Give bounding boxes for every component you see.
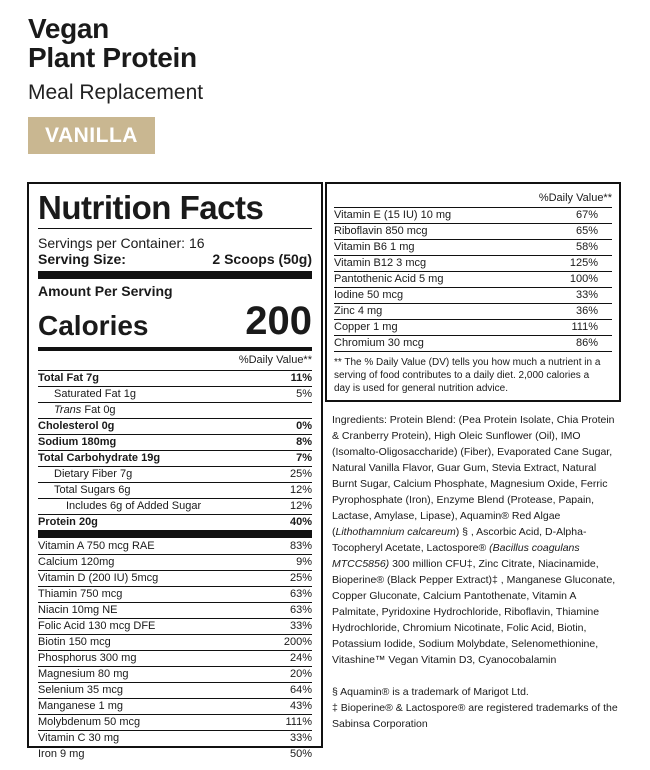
- vitamin-row: [38, 570, 312, 586]
- vitamin-row: [38, 554, 312, 570]
- nutrient-dv: 43%: [289, 700, 312, 712]
- vitamin-row: [38, 650, 312, 666]
- product-name-line1: Vegan: [28, 13, 109, 44]
- nutrient-row: Cholesterol 0g 0%: [38, 420, 312, 432]
- nutrient-dv: 65%: [575, 225, 598, 237]
- nutrient-name: Niacin 10mg NE: [38, 604, 118, 616]
- nutrition-facts-title: Nutrition Facts: [38, 189, 264, 226]
- nutrient-name: Iodine 50 mcg: [334, 289, 404, 301]
- nutrient-row: [334, 256, 612, 272]
- nutrient-row: Saturated Fat 1g 5%: [38, 386, 312, 402]
- nutrient-dv: 33%: [289, 732, 312, 744]
- nutrient-name: Pantothenic Acid 5 mg: [334, 273, 444, 285]
- nutrient-row: Sodium 180mg 8%: [38, 436, 312, 448]
- nutrient-dv: 50%: [289, 748, 312, 760]
- servings-per-container: Servings per Container: 16: [38, 235, 205, 251]
- calories-label: Calories: [38, 310, 149, 341]
- product-name-line2: Plant Protein: [28, 42, 197, 73]
- nutrient-row: [334, 304, 612, 320]
- flavor-badge: VANILLA: [28, 117, 155, 154]
- nutrient-name: Thiamin 750 mcg: [38, 588, 123, 600]
- nutrient-dv: 63%: [289, 588, 312, 600]
- nutrient-row: [334, 208, 612, 224]
- nutrient-row: [334, 336, 612, 352]
- nutrient-dv: 9%: [296, 556, 312, 568]
- calories-row: [38, 299, 312, 343]
- nutrient-row: [334, 272, 612, 288]
- nutrient-name: Copper 1 mg: [334, 321, 398, 333]
- nutrient-name: Magnesium 80 mg: [38, 668, 129, 680]
- nutrient-row: Total Fat 7g 11%: [38, 372, 312, 384]
- nutrient-name: Vitamin B12 3 mcg: [334, 257, 427, 269]
- nutrient-name: Vitamin D (200 IU) 5mcg: [38, 572, 159, 584]
- nutrient-name: Zinc 4 mg: [334, 305, 383, 317]
- nutrient-name: Iron 9 mg: [38, 748, 85, 760]
- nutrient-name: Vitamin A 750 mcg RAE: [38, 539, 155, 552]
- vitamin-row: [38, 586, 312, 602]
- daily-value-header: %Daily Value**: [238, 354, 312, 366]
- nutrient-name: Phosphorus 300 mg: [38, 652, 137, 664]
- vitamin-row: [38, 698, 312, 714]
- product-subtitle: Meal Replacement: [28, 81, 204, 104]
- vitamin-list: [38, 538, 312, 762]
- nutrition-facts-panel: [27, 182, 323, 760]
- nutrient-row: Total Carbohydrate 19g 7%: [38, 452, 312, 464]
- nutrient-row: [334, 224, 612, 240]
- daily-value-header: %Daily Value**: [334, 184, 612, 208]
- vitamin-row: [38, 666, 312, 682]
- nutrient-row: Trans Fat 0g: [38, 402, 312, 418]
- daily-value-footnote: ** The % Daily Value (DV) tells you how much a nutrient in a serving of food contributes to a daily diet. 2,000 calories a day is used for general nutrition advice.: [334, 357, 601, 394]
- nutrient-dv: 33%: [575, 289, 598, 301]
- nutrient-name: Riboflavin 850 mcg: [334, 225, 428, 237]
- vitamin-row: [38, 682, 312, 698]
- nutrient-row: Protein 20g 40%: [38, 516, 312, 528]
- vitamin-row: [38, 538, 312, 554]
- amount-per-serving: Amount Per Serving: [38, 283, 173, 299]
- nutrient-name: Chromium 30 mcg: [334, 337, 424, 349]
- nutrient-row: [334, 240, 612, 256]
- nutrient-row: [334, 320, 612, 336]
- nutrient-row: Total Sugars 6g 12%: [38, 482, 312, 498]
- nutrient-dv: 58%: [575, 241, 598, 253]
- additional-nutrients-panel: [325, 182, 621, 402]
- nutrient-name: Manganese 1 mg: [38, 700, 123, 712]
- nutrient-dv: 83%: [289, 539, 312, 552]
- nutrient-dv: 111%: [285, 716, 312, 728]
- trademark-note: ‡ Bioperine® & Lactospore® are registered trademarks of the Sabinsa Corporation: [332, 702, 618, 730]
- vitamin-row: [38, 634, 312, 650]
- nutrient-dv: 20%: [289, 668, 312, 680]
- nutrient-name: Vitamin C 30 mg: [38, 732, 120, 744]
- nutrient-dv: 111%: [571, 321, 598, 333]
- nutrient-dv: 200%: [283, 636, 312, 648]
- nutrient-dv: 64%: [289, 684, 312, 696]
- vitamin-row: [38, 746, 312, 762]
- nutrient-dv: 125%: [569, 257, 598, 269]
- nutrient-name: Vitamin E (15 IU) 10 mg: [334, 209, 452, 221]
- nutrient-dv: 36%: [575, 305, 598, 317]
- additional-nutrients-list: [334, 208, 612, 352]
- nutrient-dv: 25%: [289, 572, 312, 584]
- vitamin-row: [38, 714, 312, 730]
- serving-size: [38, 251, 312, 271]
- nutrient-row: Includes 6g of Added Sugar 12%: [38, 498, 312, 514]
- aquamin-note: § Aquamin® is a trademark of Marigot Ltd.: [332, 686, 529, 698]
- nutrient-name: Selenium 35 mcg: [38, 684, 123, 696]
- serving-size-label: Serving Size:: [38, 251, 126, 267]
- nutrient-name: Biotin 150 mcg: [38, 636, 111, 648]
- nutrient-name: Vitamin B6 1 mg: [334, 241, 415, 253]
- vitamin-row: [38, 618, 312, 634]
- nutrient-name: Molybdenum 50 mcg: [38, 716, 141, 728]
- nutrient-name: Calcium 120mg: [38, 556, 115, 568]
- serving-size-value: 2 Scoops (50g): [212, 251, 312, 267]
- nutrient-dv: 24%: [289, 652, 312, 664]
- trademark-notes: [332, 684, 620, 732]
- vitamin-row: [38, 730, 312, 746]
- nutrient-row: Dietary Fiber 7g 25%: [38, 466, 312, 482]
- nutrient-dv: 33%: [289, 620, 312, 632]
- calories-value: 200: [245, 299, 312, 343]
- nutrient-name: Folic Acid 130 mcg DFE: [38, 620, 156, 632]
- ingredients-text: Ingredients: Protein Blend: (Pea Protein Isolate, Chia Protein & Cranberry Protein), High Oleic Sunflower (Oil), IMO (Isomalto-Oligosaccharide) (Fiber), Evaporated Cane Sugar, Natural Vanilla Flavor, Guar Gum, Stevia Extract, Natural Burnt Sugar, Calcium Phosphate, Magnesium Oxide, Ferric Pyrophosphate (Iron), Enzyme Blend (Protease, Papain, Lactase, Amylase, Lipase), Aquamin® Red Algae (Lithothamnium calcareum) § , Ascorbic Acid, D-Alpha-Tocopheryl Acetate, Lactospore® (Bacillus coagulans MTCC5856) 300 million CFU‡, Zinc Citrate, Niacinamide, Bioperine® (Black Pepper Extract)‡ , Manganese Gluconate, Copper Gluconate, Calcium Pantothenate, Vitamin A Palmitate, Pyridoxine Hydrochloride, Riboflavin, Thiamine Hydrochloride, Chromium Nicotinate, Folic Acid, Biotin, Potassium Iodide, Sodium Molybdate, Selenomethionine, Vitashine™ Vegan Vitamin D3, Cyanocobalamin: [332, 414, 616, 666]
- vitamin-row: [38, 602, 312, 618]
- nutrient-dv: 100%: [569, 273, 598, 285]
- nutrient-dv: 63%: [289, 604, 312, 616]
- nutrient-dv: 86%: [575, 337, 598, 349]
- nutrient-row: [334, 288, 612, 304]
- nutrient-dv: 67%: [575, 209, 598, 221]
